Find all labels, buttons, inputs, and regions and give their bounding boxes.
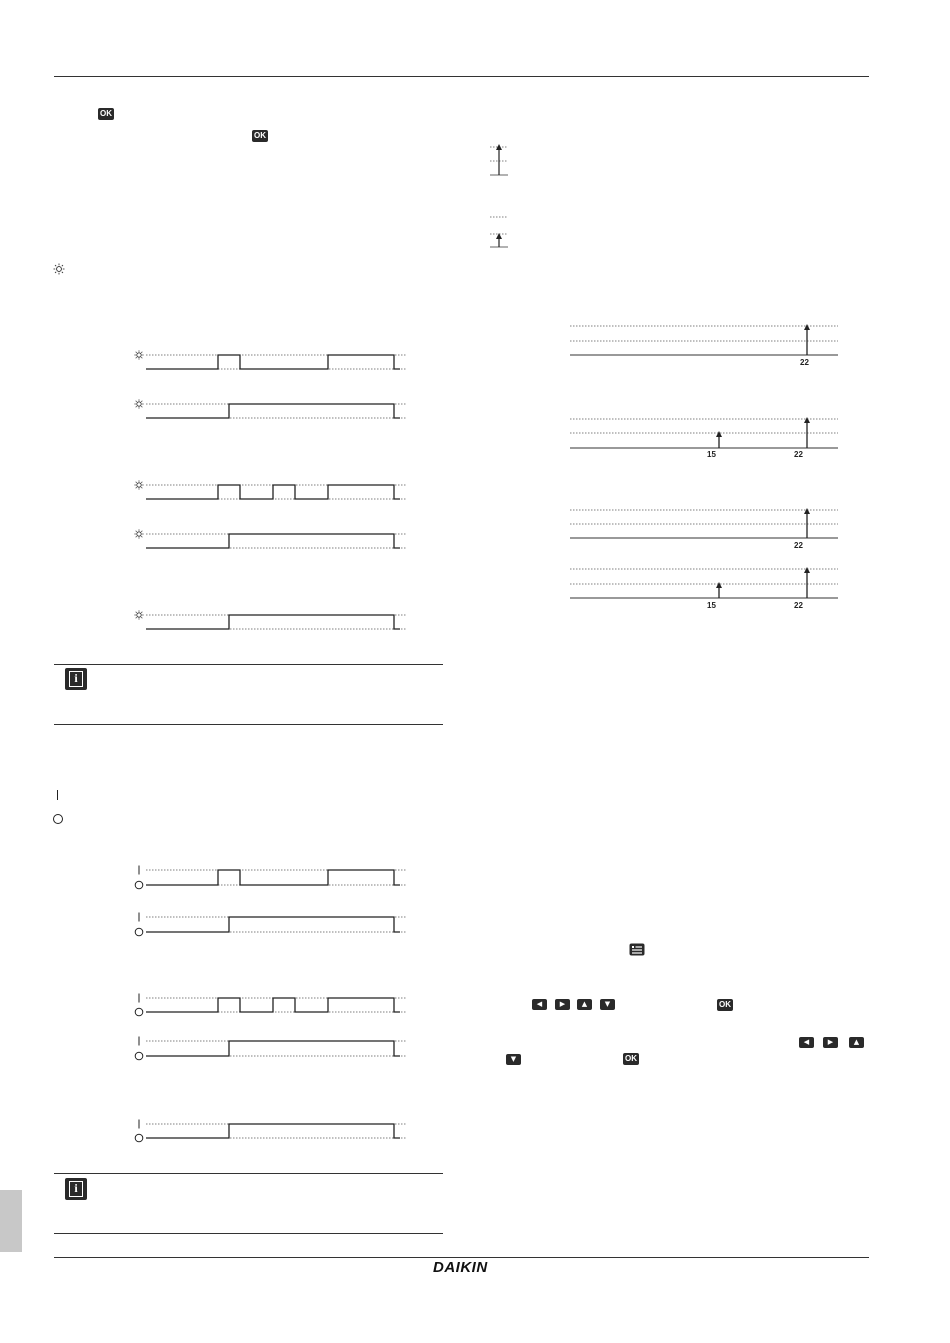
timing-diagram — [135, 994, 406, 1016]
down-button-icon: ▼ — [600, 999, 615, 1010]
timing-diagram — [134, 350, 406, 373]
arrow-chart — [570, 508, 838, 550]
small-arrow-legend — [490, 230, 510, 250]
timing-diagram — [135, 866, 406, 889]
setpoint-arrow-charts — [568, 318, 843, 613]
timing-diagram — [135, 1120, 406, 1142]
timing-diagram — [134, 529, 406, 552]
on-off-timing-diagrams — [130, 860, 420, 1150]
timing-diagram — [135, 1037, 406, 1060]
footer-rule — [54, 1257, 869, 1258]
sun-moon-timing-diagrams — [130, 345, 420, 640]
arrow-chart — [570, 567, 838, 610]
note-top-rule — [54, 664, 443, 665]
on-bar-icon — [57, 790, 58, 800]
ok-button-icon: OK — [719, 1000, 731, 1009]
ok-button-icon: OK — [625, 1054, 637, 1063]
left-button-icon: ◀ — [532, 999, 547, 1010]
right-button-icon: ▶ — [823, 1037, 838, 1048]
moon-icon — [53, 302, 63, 313]
tick-label: 22 — [794, 450, 803, 459]
note-bottom-rule — [54, 724, 443, 725]
up-button-icon: ▲ — [849, 1037, 864, 1048]
info-icon: i — [65, 668, 87, 690]
daikin-logo: DAIKIN — [433, 1259, 488, 1276]
right-button-icon: ▶ — [555, 999, 570, 1010]
timing-diagram — [134, 399, 406, 422]
tick-label: 15 — [707, 450, 716, 459]
off-circle-icon — [53, 814, 63, 824]
left-button-icon: ◀ — [799, 1037, 814, 1048]
tick-label: 22 — [794, 541, 803, 550]
dotted-line-legend — [490, 214, 510, 220]
header-rule — [54, 76, 869, 77]
note-bottom-rule — [54, 1233, 443, 1234]
timing-diagram — [135, 913, 406, 936]
timing-diagram — [134, 480, 406, 503]
up-button-icon: ▲ — [577, 999, 592, 1010]
tick-label: 22 — [800, 358, 809, 367]
info-icon: i — [65, 1178, 87, 1200]
tick-label: 15 — [707, 601, 716, 610]
timing-diagram — [134, 610, 406, 633]
ok-button-icon: OK — [254, 131, 266, 140]
ok-button-icon: OK — [100, 109, 112, 118]
note-top-rule — [54, 1173, 443, 1174]
arrow-chart — [570, 324, 838, 367]
sun-icon — [53, 263, 65, 275]
down-button-icon: ▼ — [506, 1054, 521, 1065]
chapter-tab — [0, 1190, 22, 1252]
menu-icon — [629, 943, 645, 956]
tick-label: 22 — [794, 601, 803, 610]
setpoint-arrow-legend — [490, 142, 510, 182]
arrow-chart — [570, 417, 838, 459]
